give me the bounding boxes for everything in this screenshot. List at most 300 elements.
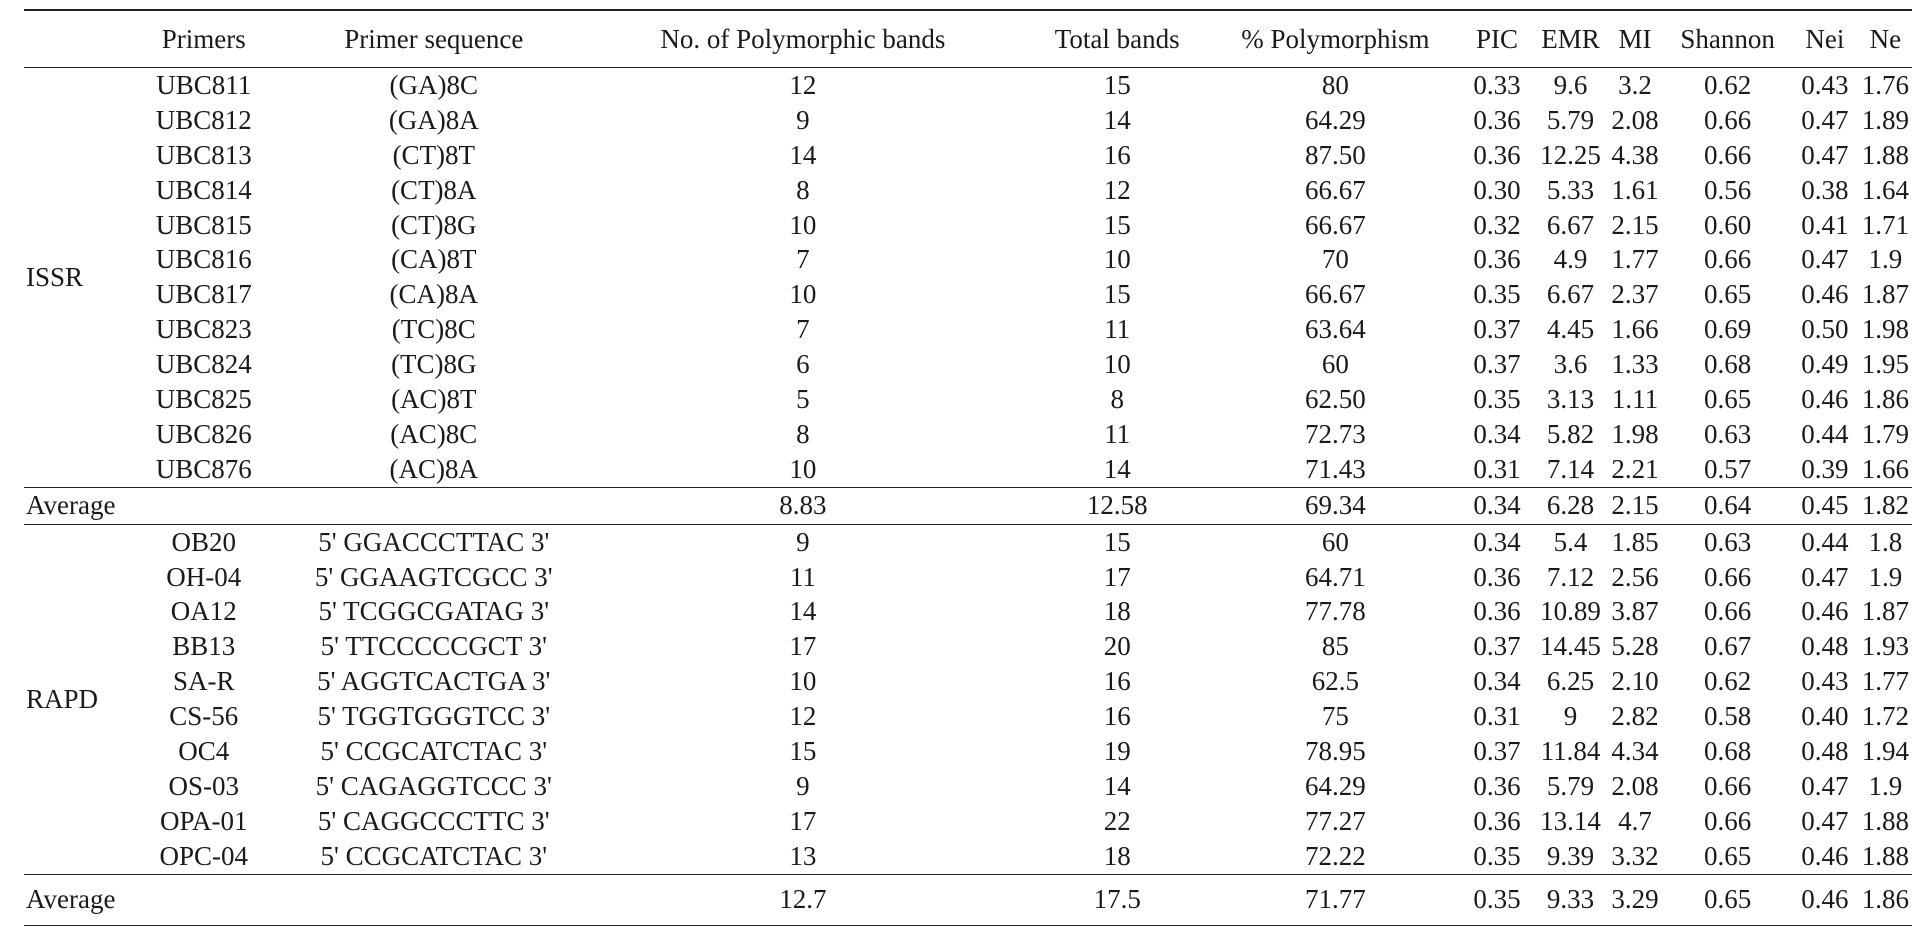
- table-cell: 1.93: [1861, 631, 1910, 662]
- table-cell: 0.41: [1801, 209, 1849, 240]
- table-cell: 0.38: [1801, 174, 1849, 205]
- table-cell: 15: [1103, 279, 1131, 310]
- table-cell: 0.37: [1473, 349, 1521, 380]
- table-cell: 5.79: [1546, 104, 1595, 135]
- table-cell: 5' AGGTCACTGA 3': [317, 666, 551, 697]
- table-row: [24, 277, 1912, 312]
- table-cell: 1.94: [1861, 735, 1910, 766]
- table-cell: 2.08: [1611, 104, 1659, 135]
- table-cell: 2.15: [1611, 209, 1659, 240]
- table-cell: 1.76: [1861, 69, 1910, 100]
- table-cell: 0.36: [1473, 104, 1521, 135]
- table-cell: 8: [796, 174, 810, 205]
- table-cell: UBC816: [155, 244, 252, 275]
- table-cell: (CA)8A: [389, 279, 479, 310]
- table-cell: 60: [1321, 349, 1349, 380]
- table-cell: (CT)8A: [391, 174, 477, 205]
- table-cell: 0.68: [1704, 735, 1752, 766]
- table-cell: 3.32: [1611, 840, 1659, 871]
- table-cell: 2.21: [1611, 453, 1659, 484]
- table-row: [24, 382, 1912, 417]
- table-cell: 0.31: [1473, 453, 1521, 484]
- table-cell: 16: [1103, 139, 1131, 170]
- table-cell: 1.87: [1861, 596, 1910, 627]
- table-cell: 0.37: [1473, 631, 1521, 662]
- table-cell: 0.68: [1704, 349, 1752, 380]
- table-cell: OPA-01: [159, 805, 248, 836]
- average-cell: 0.64: [1664, 487, 1791, 524]
- table-cell: 11.84: [1540, 735, 1601, 766]
- table-cell: 2.37: [1611, 279, 1659, 310]
- average-label: Average: [24, 487, 584, 524]
- table-cell: 15: [1103, 526, 1131, 557]
- table-cell: 0.66: [1704, 805, 1752, 836]
- table-cell: 0.36: [1473, 805, 1521, 836]
- table-cell: 6: [796, 349, 810, 380]
- table-cell: 1.66: [1611, 314, 1659, 345]
- table-cell: 0.37: [1473, 735, 1521, 766]
- table-cell: (TC)8G: [391, 349, 477, 380]
- average-cell: 12.58: [1022, 487, 1212, 524]
- header-total-bands: Total bands: [1022, 10, 1212, 68]
- table-cell: 14: [789, 596, 817, 627]
- table-cell: 0.36: [1473, 139, 1521, 170]
- table-cell: 0.66: [1704, 139, 1752, 170]
- average-cell: 0.35: [1459, 874, 1536, 925]
- table-cell: (AC)8T: [391, 383, 477, 414]
- table-cell: 11: [1104, 418, 1131, 449]
- table-cell: OH-04: [166, 561, 242, 592]
- table-cell: 5.28: [1611, 631, 1659, 662]
- table-cell: 0.43: [1801, 666, 1849, 697]
- table-cell: 9: [796, 526, 810, 557]
- table-cell: 5' CCGCATCTAC 3': [320, 735, 548, 766]
- average-cell: 0.45: [1791, 487, 1859, 524]
- table-cell: 1.9: [1868, 561, 1903, 592]
- table-cell: 64.29: [1305, 104, 1366, 135]
- average-cell: 0.65: [1664, 874, 1791, 925]
- table-cell: 1.66: [1861, 453, 1910, 484]
- table-cell: 18: [1103, 840, 1131, 871]
- table-cell: 7: [796, 244, 810, 275]
- table-cell: 15: [1103, 69, 1131, 100]
- table-cell: 14.45: [1540, 631, 1601, 662]
- table-cell: 66.67: [1305, 279, 1366, 310]
- table-cell: 15: [1103, 209, 1131, 240]
- table-cell: 0.66: [1704, 561, 1752, 592]
- table-cell: (AC)8A: [389, 453, 479, 484]
- table-cell: 72.73: [1305, 418, 1366, 449]
- table-cell: 4.9: [1553, 244, 1588, 275]
- table-cell: 71.43: [1305, 453, 1366, 484]
- table-cell: 10.89: [1540, 596, 1601, 627]
- table-cell: 4.7: [1618, 805, 1652, 836]
- table-cell: 12: [1103, 174, 1131, 205]
- table-cell: 0.43: [1801, 69, 1849, 100]
- header-nei: Nei: [1791, 10, 1859, 68]
- table-cell: 0.36: [1473, 770, 1521, 801]
- table-cell: 17: [789, 805, 817, 836]
- table-cell: UBC811: [156, 69, 252, 100]
- table-cell: 0.63: [1704, 526, 1752, 557]
- table-cell: 0.36: [1473, 596, 1521, 627]
- table-cell: 3.6: [1553, 349, 1588, 380]
- table-cell: OS-03: [168, 770, 239, 801]
- table-cell: 64.71: [1305, 561, 1366, 592]
- table-cell: 5' CCGCATCTAC 3': [320, 840, 548, 871]
- average-row: [24, 487, 1912, 524]
- table-cell: 1.88: [1861, 139, 1910, 170]
- table-cell: 0.39: [1801, 453, 1849, 484]
- table-row: [24, 804, 1912, 839]
- table-cell: 22: [1103, 805, 1131, 836]
- table-cell: 0.69: [1704, 314, 1752, 345]
- table-row: [24, 699, 1912, 734]
- table-cell: 14: [1103, 770, 1131, 801]
- header-primer-sequence: Primer sequence: [284, 10, 584, 68]
- table-cell: BB13: [172, 631, 236, 662]
- table-cell: 0.40: [1801, 701, 1849, 732]
- table-row: [24, 560, 1912, 595]
- table-cell: 0.56: [1704, 174, 1752, 205]
- table-row: [24, 452, 1912, 487]
- table-cell: 0.47: [1801, 244, 1849, 275]
- table-cell: 1.98: [1861, 314, 1910, 345]
- header-shannon: Shannon: [1664, 10, 1791, 68]
- table-cell: 2.10: [1611, 666, 1659, 697]
- table-cell: 5' TTCCCCCGCT 3': [320, 631, 547, 662]
- table-cell: 6.67: [1546, 279, 1595, 310]
- table-cell: 8: [796, 418, 810, 449]
- table-cell: 1.88: [1861, 840, 1910, 871]
- table-cell: OA12: [170, 596, 237, 627]
- average-cell: 9.33: [1535, 874, 1605, 925]
- table-cell: CS-56: [169, 701, 239, 732]
- table-cell: 1.88: [1861, 805, 1910, 836]
- table-cell: 5' TCGGCGATAG 3': [318, 596, 550, 627]
- table-cell: 0.37: [1473, 314, 1521, 345]
- table-cell: 0.36: [1473, 244, 1521, 275]
- table-cell: 14: [1103, 104, 1131, 135]
- table-cell: 5' GGACCCTTAC 3': [318, 526, 550, 557]
- table-cell: 0.47: [1801, 770, 1849, 801]
- table-cell: 62.50: [1305, 383, 1366, 414]
- table-row: [24, 594, 1912, 629]
- table-cell: UBC823: [155, 314, 252, 345]
- table-cell: 10: [1103, 349, 1131, 380]
- table-cell: 0.35: [1473, 279, 1521, 310]
- table-cell: 11: [789, 561, 816, 592]
- table-cell: 7: [796, 314, 810, 345]
- table-cell: 9.6: [1553, 69, 1588, 100]
- table-cell: 5' GGAAGTCGCC 3': [314, 561, 553, 592]
- header-pic: PIC: [1459, 10, 1536, 68]
- table-cell: 16: [1103, 666, 1131, 697]
- table-cell: 85: [1321, 631, 1349, 662]
- table-cell: 3.87: [1611, 596, 1659, 627]
- table-cell: 1.98: [1611, 418, 1659, 449]
- table-row: [24, 734, 1912, 769]
- table-cell: 0.33: [1473, 69, 1521, 100]
- table-cell: 0.34: [1473, 666, 1521, 697]
- table-cell: OPC-04: [159, 840, 248, 871]
- table-cell: 0.65: [1704, 383, 1752, 414]
- header-polymorphic-bands: No. of Polymorphic bands: [584, 10, 1023, 68]
- table-cell: UBC824: [155, 349, 252, 380]
- table-cell: UBC812: [155, 104, 252, 135]
- average-cell: 0.34: [1459, 487, 1536, 524]
- table-cell: (GA)8A: [388, 104, 479, 135]
- table-cell: 0.36: [1473, 561, 1521, 592]
- table-cell: 0.31: [1473, 701, 1521, 732]
- table-cell: 0.47: [1801, 561, 1849, 592]
- table-cell: (AC)8C: [390, 418, 478, 449]
- table-cell: UBC826: [155, 418, 252, 449]
- marker-statistics-table: [24, 9, 1912, 926]
- table-row: [24, 664, 1912, 699]
- table-cell: 0.46: [1801, 840, 1849, 871]
- header-group: [24, 10, 123, 68]
- group-label: RAPD: [26, 683, 99, 714]
- table-cell: OC4: [178, 735, 230, 766]
- table-cell: UBC817: [155, 279, 252, 310]
- table-cell: UBC825: [155, 383, 252, 414]
- table-cell: 1.89: [1861, 104, 1910, 135]
- table-cell: 0.48: [1801, 735, 1849, 766]
- table-cell: 72.22: [1305, 840, 1366, 871]
- table-cell: 63.64: [1305, 314, 1366, 345]
- table-cell: 1.11: [1611, 383, 1659, 414]
- table-cell: 7.12: [1546, 561, 1595, 592]
- table-cell: 0.44: [1801, 418, 1849, 449]
- table-cell: (CT)8T: [392, 139, 476, 170]
- header-polymorphism: % Polymorphism: [1212, 10, 1458, 68]
- table-cell: 12: [789, 69, 817, 100]
- table-cell: 0.65: [1704, 279, 1752, 310]
- average-cell: 3.29: [1606, 874, 1665, 925]
- table-cell: 1.87: [1861, 279, 1910, 310]
- table-cell: UBC815: [155, 209, 252, 240]
- table-cell: 78.95: [1305, 735, 1366, 766]
- table-cell: 77.27: [1305, 805, 1366, 836]
- table-cell: 87.50: [1305, 139, 1366, 170]
- table-cell: 10: [1103, 244, 1131, 275]
- table-cell: 1.79: [1861, 418, 1910, 449]
- table-cell: 0.50: [1801, 314, 1849, 345]
- table-cell: 1.33: [1611, 349, 1659, 380]
- table-row: [24, 242, 1912, 277]
- average-cell: 1.86: [1859, 874, 1912, 925]
- table-cell: 0.63: [1704, 418, 1752, 449]
- table-cell: 5' CAGGCCCTTC 3': [317, 805, 550, 836]
- table-cell: 7.14: [1546, 453, 1595, 484]
- table-cell: 1.61: [1611, 174, 1659, 205]
- header-primers: Primers: [123, 10, 284, 68]
- table-cell: 0.35: [1473, 840, 1521, 871]
- table-row: [24, 629, 1912, 664]
- table-cell: 0.35: [1473, 383, 1521, 414]
- average-cell: 0.46: [1791, 874, 1859, 925]
- table-cell: 9: [796, 104, 810, 135]
- table-cell: UBC814: [155, 174, 252, 205]
- table-row: [24, 138, 1912, 173]
- table-row: [24, 68, 1912, 103]
- table-cell: 66.67: [1305, 174, 1366, 205]
- table-cell: 6.25: [1546, 666, 1595, 697]
- table-cell: 1.8: [1868, 526, 1903, 557]
- table-cell: 62.5: [1311, 666, 1359, 697]
- table-cell: 20: [1103, 631, 1131, 662]
- table-cell: 1.85: [1611, 526, 1659, 557]
- table-row: [24, 417, 1912, 452]
- group-label: ISSR: [26, 261, 84, 292]
- table-cell: 5' TGGTGGGTCC 3': [317, 701, 551, 732]
- average-cell: 8.83: [584, 487, 1023, 524]
- table-cell: 0.66: [1704, 244, 1752, 275]
- table-cell: 17: [1103, 561, 1131, 592]
- table-cell: 18: [1103, 596, 1131, 627]
- average-label: Average: [24, 874, 584, 925]
- table-row: [24, 173, 1912, 208]
- table-cell: 12.25: [1540, 139, 1601, 170]
- table-cell: 4.45: [1546, 314, 1595, 345]
- table-cell: SA-R: [172, 666, 235, 697]
- average-cell: 6.28: [1535, 487, 1605, 524]
- table-cell: 14: [789, 139, 817, 170]
- table-cell: 3.2: [1618, 69, 1652, 100]
- table-row: [24, 312, 1912, 347]
- table-cell: 5' CAGAGGTCCC 3': [315, 770, 552, 801]
- table-cell: 1.71: [1861, 209, 1910, 240]
- table-cell: 77.78: [1305, 596, 1366, 627]
- header-mi: MI: [1606, 10, 1665, 68]
- table-cell: 9: [1563, 701, 1578, 732]
- table-cell: 0.32: [1473, 209, 1521, 240]
- table-cell: 0.46: [1801, 596, 1849, 627]
- table-cell: 11: [1104, 314, 1131, 345]
- table-cell: 10: [789, 453, 817, 484]
- table-cell: 75: [1321, 701, 1349, 732]
- table-cell: 0.62: [1704, 666, 1752, 697]
- table-cell: 0.30: [1473, 174, 1521, 205]
- table-cell: (TC)8C: [391, 314, 476, 345]
- table-cell: 2.82: [1611, 701, 1659, 732]
- table-row: [24, 524, 1912, 559]
- table-cell: 0.46: [1801, 383, 1849, 414]
- table-cell: 0.44: [1801, 526, 1849, 557]
- table-cell: 15: [789, 735, 817, 766]
- average-cell: 2.15: [1606, 487, 1665, 524]
- table-cell: 5.4: [1553, 526, 1588, 557]
- table-cell: 1.9: [1868, 244, 1903, 275]
- table-cell: 4.38: [1611, 139, 1659, 170]
- table-cell: (GA)8C: [389, 69, 479, 100]
- table-cell: 1.64: [1861, 174, 1910, 205]
- table-cell: 0.58: [1704, 701, 1752, 732]
- table-row: [24, 208, 1912, 243]
- table-cell: 5.82: [1546, 418, 1595, 449]
- table-cell: 70: [1321, 244, 1349, 275]
- table-cell: 0.66: [1704, 104, 1752, 135]
- table-cell: (CT)8G: [391, 209, 477, 240]
- table-cell: 0.62: [1704, 69, 1752, 100]
- table-cell: 60: [1321, 526, 1349, 557]
- table-cell: 1.77: [1611, 244, 1659, 275]
- table-cell: 3.13: [1546, 383, 1595, 414]
- table-cell: 0.46: [1801, 279, 1849, 310]
- table-cell: 2.08: [1611, 770, 1659, 801]
- table-cell: 0.66: [1704, 596, 1752, 627]
- table-cell: 0.34: [1473, 418, 1521, 449]
- average-row: [24, 874, 1912, 925]
- table-cell: UBC876: [155, 453, 252, 484]
- average-cell: 69.34: [1212, 487, 1458, 524]
- average-cell: 17.5: [1022, 874, 1212, 925]
- table-cell: 4.34: [1611, 735, 1659, 766]
- header-ne: Ne: [1859, 10, 1912, 68]
- table-cell: 12: [789, 701, 817, 732]
- table-body: [24, 68, 1912, 926]
- table-cell: 6.67: [1546, 209, 1595, 240]
- table-cell: 0.67: [1704, 631, 1752, 662]
- table-cell: 8: [1110, 383, 1124, 414]
- average-cell: 1.82: [1859, 487, 1912, 524]
- table-cell: 10: [789, 666, 817, 697]
- table-cell: 10: [789, 279, 817, 310]
- table-cell: 0.47: [1801, 139, 1849, 170]
- table-cell: 1.77: [1861, 666, 1910, 697]
- table-cell: 0.60: [1704, 209, 1752, 240]
- table-cell: 17: [789, 631, 817, 662]
- table-cell: 16: [1103, 701, 1131, 732]
- table-cell: 1.72: [1861, 701, 1910, 732]
- table-cell: 9: [796, 770, 810, 801]
- table-cell: 0.47: [1801, 104, 1849, 135]
- table-cell: 0.66: [1704, 770, 1752, 801]
- table-cell: UBC813: [155, 139, 252, 170]
- table-cell: 0.34: [1473, 526, 1521, 557]
- table-cell: 64.29: [1305, 770, 1366, 801]
- table-cell: 1.95: [1861, 349, 1910, 380]
- table-cell: (CA)8T: [391, 244, 477, 275]
- header-row: [24, 10, 1912, 68]
- table-row: [24, 839, 1912, 874]
- table-cell: 2.56: [1611, 561, 1659, 592]
- table-cell: 13.14: [1540, 805, 1601, 836]
- table-cell: 13: [789, 840, 817, 871]
- table-cell: 1.9: [1868, 770, 1903, 801]
- table-cell: 0.65: [1704, 840, 1752, 871]
- table-row: [24, 769, 1912, 804]
- table-cell: OB20: [171, 526, 236, 557]
- table-cell: 9.39: [1546, 840, 1595, 871]
- header-emr: EMR: [1535, 10, 1605, 68]
- table-cell: 66.67: [1305, 209, 1366, 240]
- table-cell: 19: [1103, 735, 1131, 766]
- table-row: [24, 103, 1912, 138]
- table-cell: 10: [789, 209, 817, 240]
- table-cell: 5.33: [1546, 174, 1595, 205]
- table-row: [24, 347, 1912, 382]
- table-cell: 5: [796, 383, 810, 414]
- table-cell: 80: [1321, 69, 1349, 100]
- table-cell: 0.48: [1801, 631, 1849, 662]
- table-cell: 0.47: [1801, 805, 1849, 836]
- table-cell: 14: [1103, 453, 1131, 484]
- average-cell: 12.7: [584, 874, 1023, 925]
- table-cell: 0.57: [1704, 453, 1752, 484]
- table-cell: 1.86: [1861, 383, 1910, 414]
